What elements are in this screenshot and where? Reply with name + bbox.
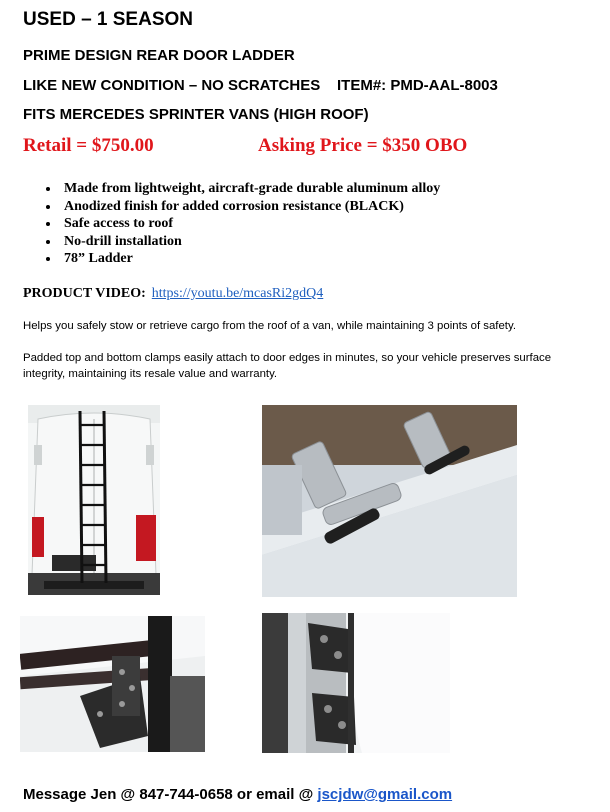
description-paragraph: Padded top and bottom clamps easily attach to door edges in minutes, so your vehicle preserves surface integrity, maintaining its resale value and warranty. <box>23 352 552 380</box>
asking-price: Asking Price = $350 OBO <box>258 135 468 156</box>
photo-clamp-door-edge <box>20 616 205 752</box>
feature-item: • No-drill installation <box>60 233 440 251</box>
feature-item: • Anodized finish for added corrosion resistance (BLACK) <box>60 198 440 216</box>
photo-ladder-clamps <box>262 405 517 597</box>
condition-text: LIKE NEW CONDITION – NO SCRATCHES <box>23 77 321 94</box>
fitment-text: FITS MERCEDES SPRINTER VANS (HIGH ROOF) <box>23 106 369 123</box>
item-number: ITEM#: PMD-AAL-8003 <box>337 77 498 94</box>
photo-clamp-hardware <box>262 613 450 753</box>
contact-email-link[interactable]: jscjdw@gmail.com <box>317 786 453 803</box>
description-paragraph: Helps you safely stow or retrieve cargo from the roof of a van, while maintaining 3 points of safety. <box>23 320 516 332</box>
feature-item: • Made from lightweight, aircraft-grade durable aluminum alloy <box>60 180 440 198</box>
retail-price: Retail = $750.00 <box>23 135 154 156</box>
product-video-label: PRODUCT VIDEO: <box>23 286 146 301</box>
listing-title: USED – 1 SEASON <box>23 9 193 30</box>
contact-text: Message Jen @ 847-744-0658 or email @ <box>23 786 318 803</box>
feature-list <box>40 180 440 268</box>
product-video-link[interactable]: https://youtu.be/mcasRi2gdQ4 <box>151 286 324 301</box>
product-name: PRIME DESIGN REAR DOOR LADDER <box>23 47 295 64</box>
product-video-line <box>23 286 323 302</box>
photo-van-rear-ladder <box>28 405 160 595</box>
feature-item: • Safe access to roof <box>60 215 440 233</box>
feature-item: • 78” Ladder <box>60 250 440 268</box>
contact-line <box>23 786 452 803</box>
